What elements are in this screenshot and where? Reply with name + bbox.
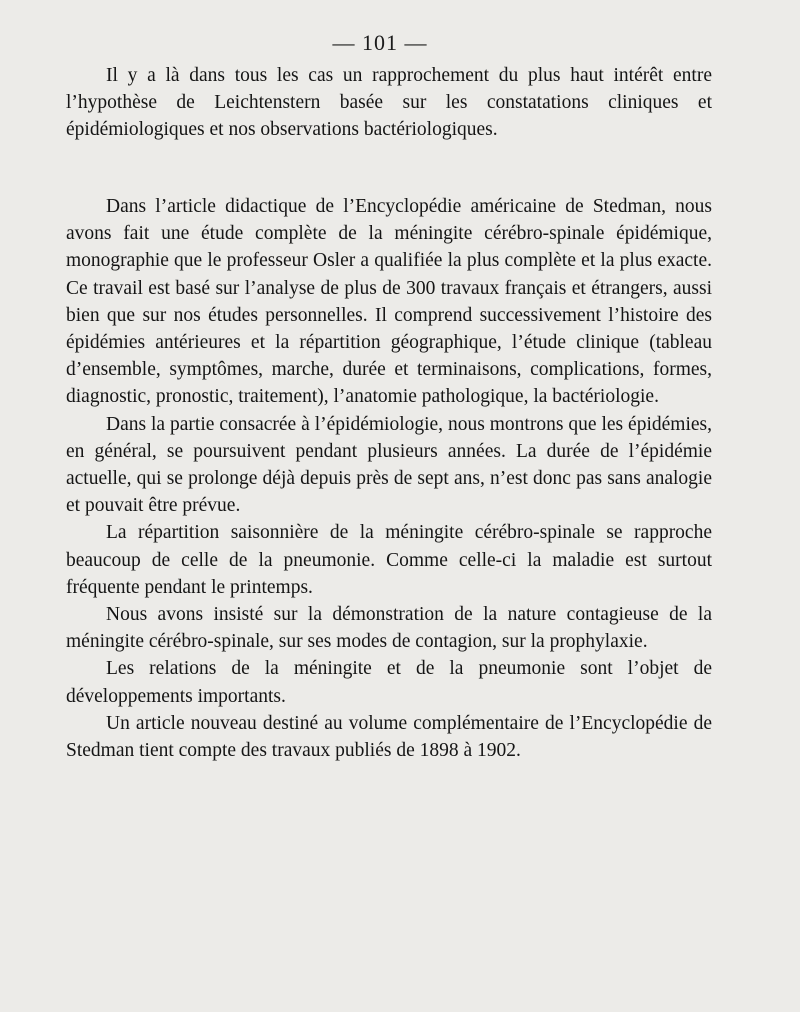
paragraph: Dans la partie consacrée à l’épidémiologie, nous montrons que les épidémies, en général, se poursuivent pendant plusieurs années. La durée de l’épidémie actuelle, qui se prolonge déjà depuis près de sept ans, n’est donc pas sans analogie et pouvait être prévue. <box>66 413 712 517</box>
page-number: — 101 — <box>332 30 428 55</box>
paragraph: Dans l’article didactique de l’Encyclopédie américaine de Stedman, nous avons fait une étude complète de la méningite cérébro-spinale épidémique, monographie que le professeur Osler a qualifiée la plus complète et la plus exacte. Ce travail est basé sur l’analyse de plus de 300 travaux français et étrangers, aussi bien que sur nos études personnelles. Il comprend successivement l’histoire des épidémies antérieures et la répartition géographique, l’étude clinique (tableau d’ensemble, symptômes, marche, durée et terminaisons, complications, formes, diagnostic, pronostic, traitement), l’anatomie pathologique, la bactériologie. <box>66 196 712 408</box>
paragraph: La répartition saisonnière de la méningite cérébro-spinale se rapproche beaucoup de celle de la pneumonie. Comme celle-ci la maladie est surtout fréquente pendant le printemps. <box>66 522 712 598</box>
paragraph: Les relations de la méningite et de la pneumonie sont l’objet de développements importants. <box>66 658 712 707</box>
paragraph: Nous avons insisté sur la démonstration de la nature contagieuse de la méningite cérébro-spinale, sur ses modes de contagion, sur la prophylaxie. <box>66 604 712 653</box>
intro-text-block <box>66 62 712 144</box>
paragraph: Il y a là dans tous les cas un rapprochement du plus haut intérêt entre l’hypothèse de Leichtenstern basée sur les constatations cliniques et épidémiologiques et nos observations bactériologiques. <box>66 65 712 141</box>
main-text-block <box>66 193 712 764</box>
paragraph: Un article nouveau destiné au volume complémentaire de l’Encyclopédie de Stedman tient compte des travaux publiés de 1898 à 1902. <box>66 712 712 762</box>
